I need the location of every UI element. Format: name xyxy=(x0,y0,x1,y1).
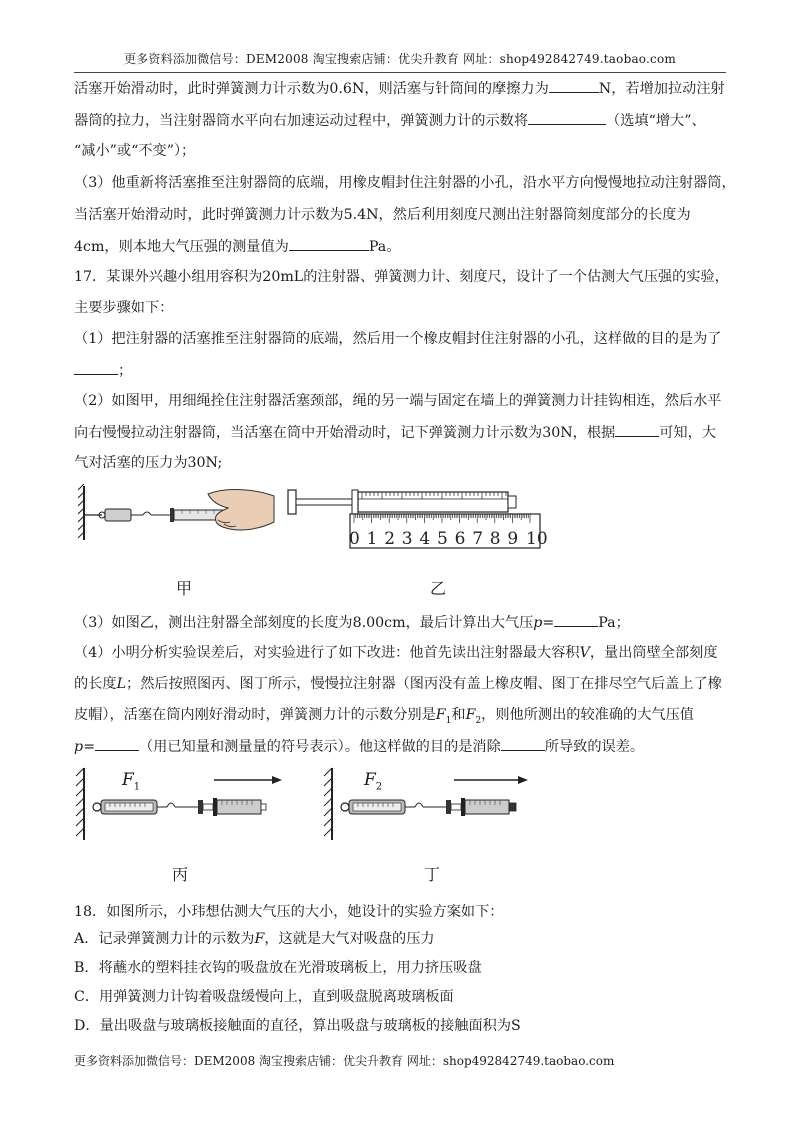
text: 向右慢慢拉动注射器筒，当活塞在筒中开始滑动时，记下弹簧测力计示数为30N，根据 xyxy=(74,425,616,441)
text: F xyxy=(364,770,376,790)
ruler-tick-label: 1 xyxy=(366,529,378,549)
option-c: C．用弹簧测力计钩着吸盘缓慢向上，直到吸盘脱离玻璃板面 xyxy=(74,989,454,1005)
option-b: B．将蘸水的塑料挂衣钩的吸盘放在光滑玻璃板上，用力挤压吸盘 xyxy=(74,960,482,976)
text-line-3: “减小”或“不变”）； xyxy=(74,143,196,159)
ruler-tick-label: 4 xyxy=(419,529,431,549)
answer-blank[interactable] xyxy=(554,612,598,627)
plunger-rod xyxy=(296,499,352,505)
spring-scale xyxy=(105,509,131,521)
text: 的长度 xyxy=(74,676,117,692)
answer-blank[interactable] xyxy=(501,736,545,751)
option-d: D．量出吸盘与玻璃板接触面的直径，算出吸盘与玻璃板的接触面积为S xyxy=(74,1018,521,1034)
text-line-16 xyxy=(74,674,734,694)
symbol-p: p xyxy=(74,739,84,755)
text: 可知，大 xyxy=(659,425,716,441)
subscript: 1 xyxy=(445,715,452,726)
text-line-1 xyxy=(74,78,734,99)
syringe-barrel xyxy=(465,800,509,814)
text: 活塞开始滑动时，此时弹簧测力计示数为0.6N，则活塞与针筒间的摩擦力为 xyxy=(74,81,549,97)
answer-blank[interactable] xyxy=(74,360,118,375)
header-divider xyxy=(74,72,726,73)
subscript: 2 xyxy=(375,781,383,793)
text: 和 xyxy=(451,707,466,723)
symbol-v: V xyxy=(579,645,590,661)
text: （用已知量和测量量的符号表示）。他这样做的目的是消除 xyxy=(138,739,501,755)
text: A．记录弹簧测力计的示数为 xyxy=(74,931,255,947)
symbol-f: F xyxy=(435,707,446,723)
text: ； xyxy=(118,363,133,379)
text-line-15 xyxy=(74,643,734,663)
text: Pa； xyxy=(598,615,630,631)
symbol-f: F xyxy=(465,707,476,723)
text: = xyxy=(83,739,95,755)
figure-label-ding: 丁 xyxy=(424,865,441,884)
text: （3）如图乙，测出注射器全部刻度的长度为8.00cm，最后计算出大气压 xyxy=(74,615,534,631)
ruler-tick-label: 5 xyxy=(437,529,448,549)
subscript: 2 xyxy=(475,715,482,726)
figure-bing xyxy=(70,764,290,844)
figure-label-jia: 甲 xyxy=(176,579,193,598)
text-line-8: 主要步骤如下： xyxy=(74,300,174,316)
ruler-tick-label: 2 xyxy=(384,529,396,549)
force-label-f1 xyxy=(122,770,140,792)
ruler-tick-label: 7 xyxy=(472,529,484,549)
text: 所导致的误差。 xyxy=(544,739,645,755)
text: = xyxy=(542,615,555,631)
text-line-10 xyxy=(74,360,734,381)
page-footer: 更多资料添加微信号：DEM2008 淘宝搜索店铺：优尖升教育 网址：shop492842749.taobao.com xyxy=(74,1054,615,1068)
text: 皮帽），活塞在筒内刚好滑动时，弹簧测力计的示数分别是 xyxy=(74,707,436,723)
option-a xyxy=(74,929,734,949)
answer-blank[interactable] xyxy=(95,736,139,751)
ruler-tick-label: 3 xyxy=(401,529,413,549)
text: （选填“增大”、 xyxy=(606,113,706,129)
text: ，则他所测出的较准确的大气压值 xyxy=(481,707,694,723)
plunger-handle xyxy=(288,490,296,514)
symbol-f: F xyxy=(254,931,265,947)
ruler-tick-label: 9 xyxy=(507,529,519,549)
symbol-l: L xyxy=(116,676,126,692)
force-label-f2 xyxy=(364,770,382,792)
ruler-tick-label: 6 xyxy=(454,529,466,549)
answer-blank[interactable] xyxy=(528,110,606,125)
text-line-6 xyxy=(74,236,734,257)
ruler-tick-label: 8 xyxy=(489,529,501,549)
text-line-18 xyxy=(74,736,734,757)
page-header: 更多资料添加微信号：DEM2008 淘宝搜索店铺：优尖升教育 网址：shop492842749.taobao.com xyxy=(124,52,676,66)
text: ，量出筒壁全部刻度 xyxy=(589,645,718,661)
ruler-tick-label: 10 xyxy=(526,529,548,549)
symbol-p: p xyxy=(533,615,543,631)
ruler-tick-label: 0 xyxy=(349,529,360,549)
subscript: 1 xyxy=(133,781,141,793)
figure-label-bing: 丙 xyxy=(172,865,189,884)
question-18-stem: 18．如图所示，小玮想估测大气压的大小，她设计的实验方案如下： xyxy=(74,904,504,920)
syringe-barrel xyxy=(358,492,508,512)
answer-blank[interactable] xyxy=(615,422,659,437)
answer-blank[interactable] xyxy=(289,236,369,251)
text-line-12 xyxy=(74,422,734,443)
text: 4cm，则本地大气压强的测量值为 xyxy=(74,239,289,255)
text: ，这就是大气对吸盘的压力 xyxy=(264,931,435,947)
text: F xyxy=(122,770,134,790)
text-line-13: 气对活塞的压力为30N; xyxy=(74,455,223,471)
figure-jia xyxy=(78,478,278,548)
figure-ding xyxy=(318,764,538,844)
text-line-2 xyxy=(74,110,734,131)
text-line-17 xyxy=(74,705,734,731)
figure-yi xyxy=(280,484,550,554)
text-line-5: 当活塞开始滑动时，此时弹簧测力计示数为5.4N，然后利用刻度尺测出注射器筒刻度部分的长度为 xyxy=(74,207,691,223)
text: ；然后按照图丙、图丁所示，慢慢拉注射器（图丙没有盖上橡皮帽、图丁在排尽空气后盖上了橡 xyxy=(126,676,722,692)
text-line-4: （3）他重新将活塞推至注射器筒的底端，用橡皮帽封住注射器的小孔，沿水平方向慢慢地拉动注射器筒， xyxy=(74,175,736,191)
text: 器筒的拉力，当注射器筒水平向右加速运动过程中，弹簧测力计的示数将 xyxy=(74,113,529,129)
syringe-barrel xyxy=(217,800,261,814)
question-17-stem: 17．某课外兴趣小组用容积为20mL的注射器、弹簧测力计、刻度尺，设计了一个估测大气压强的实验， xyxy=(74,269,729,285)
text-line-9: （1）把注射器的活塞推至注射器筒的底端，然后用一个橡皮帽封住注射器的小孔，这样做的目的是为了 xyxy=(74,331,722,347)
text-line-14 xyxy=(74,612,734,633)
figure-label-yi: 乙 xyxy=(430,579,447,598)
text: （4）小明分析实验误差后，对实验进行了如下改进：他首先读出注射器最大容积 xyxy=(74,645,580,661)
text-line-11: （2）如图甲，用细绳拴住注射器活塞颈部，绳的另一端与固定在墙上的弹簧测力计挂钩相连，然后水平 xyxy=(74,393,722,409)
rubber-cap xyxy=(509,803,516,811)
answer-blank[interactable] xyxy=(549,78,599,93)
wall-hatch xyxy=(324,768,332,836)
text: Pa。 xyxy=(368,239,401,255)
text: N，若增加拉动注射 xyxy=(598,81,725,97)
wall-hatch xyxy=(76,768,84,836)
